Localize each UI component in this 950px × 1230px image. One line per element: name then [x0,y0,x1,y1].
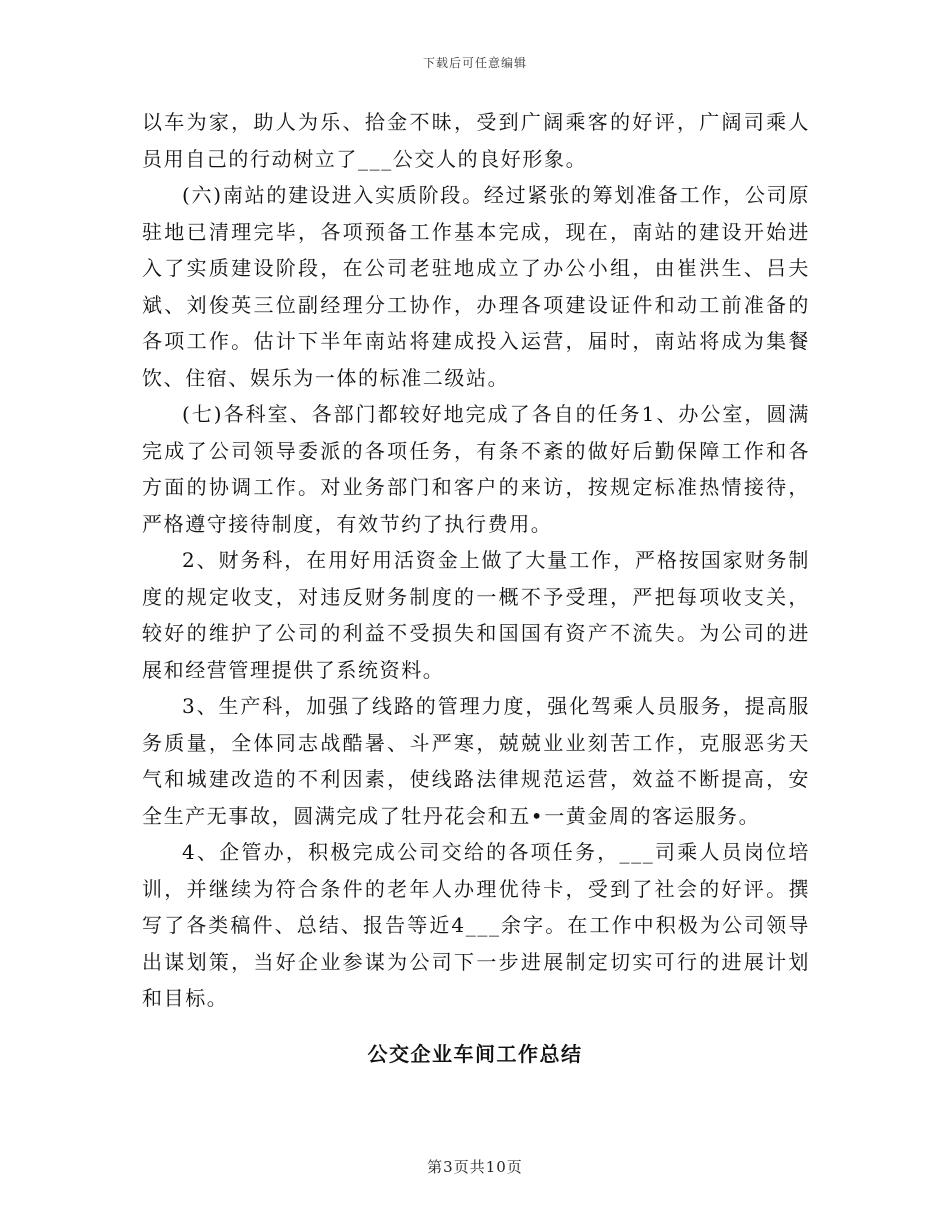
header-note: 下载后可任意编辑 [422,56,527,70]
paragraph-south-station: (六)南站的建设进入实质阶段。经过紧张的筹划准备工作，公司原驻地已清理完毕，各项预备工作基本完成，现在，南站的建设开始进入了实质建设阶段，在公司老驻地成立了办公小组，由崔洪生、吕夫斌、刘俊英三位副经理分工协作，办理各项建设证件和动工前准备的各项工作。估计下半年南站将建成投入运营，届时，南站将成为集餐饮、住宿、娱乐为一体的标准二级站。 [142,183,810,390]
paragraph-production: 3、生产科，加强了线路的管理力度，强化驾乘人员服务，提高服务质量，全体同志战酷暑、斗严寒，兢兢业业刻苦工作，克服恶劣天气和城建改造的不利因素，使线路法律规范运营，效益不断提高，安全生产无事故，圆满完成了牡丹花会和五•一黄金周的客运服务。 [142,694,810,828]
page-number: 第3页共10页 [427,1158,523,1176]
document-body [142,104,810,1017]
paragraph-finance: 2、财务科，在用好用活资金上做了大量工作，严格按国家财务制度的规定收支，对违反财务制度的一概不予受理，严把每项收支关，较好的维护了公司的利益不受损失和国国有资产不流失。为公司的进展和经营管理提供了系统资料。 [142,548,810,682]
paragraph-continuation: 以车为家，助人为乐、拾金不昧，受到广阔乘客的好评，广阔司乘人员用自己的行动树立了___公交人的良好形象。 [142,110,810,171]
paragraph-departments-office: (七)各科室、各部门都较好地完成了各自的任务1、办公室，圆满完成了公司领导委派的各项任务，有条不紊的做好后勤保障工作和各方面的协调工作。对业务部门和客户的来访，按规定标准热情接待，严格遵守接待制度，有效节约了执行费用。 [142,402,810,536]
section-title: 公交企业车间工作总结 [367,1042,583,1066]
paragraph-management-office: 4、企管办，积极完成公司交给的各项任务，___司乘人员岗位培训，并继续为符合条件的老年人办理优待卡，受到了社会的好评。撰写了各类稿件、总结、报告等近4___余字。在工作中积极为公司领导出谋划策，当好企业参谋为公司下一步进展制定切实可行的进展计划和目标。 [142,840,810,1010]
